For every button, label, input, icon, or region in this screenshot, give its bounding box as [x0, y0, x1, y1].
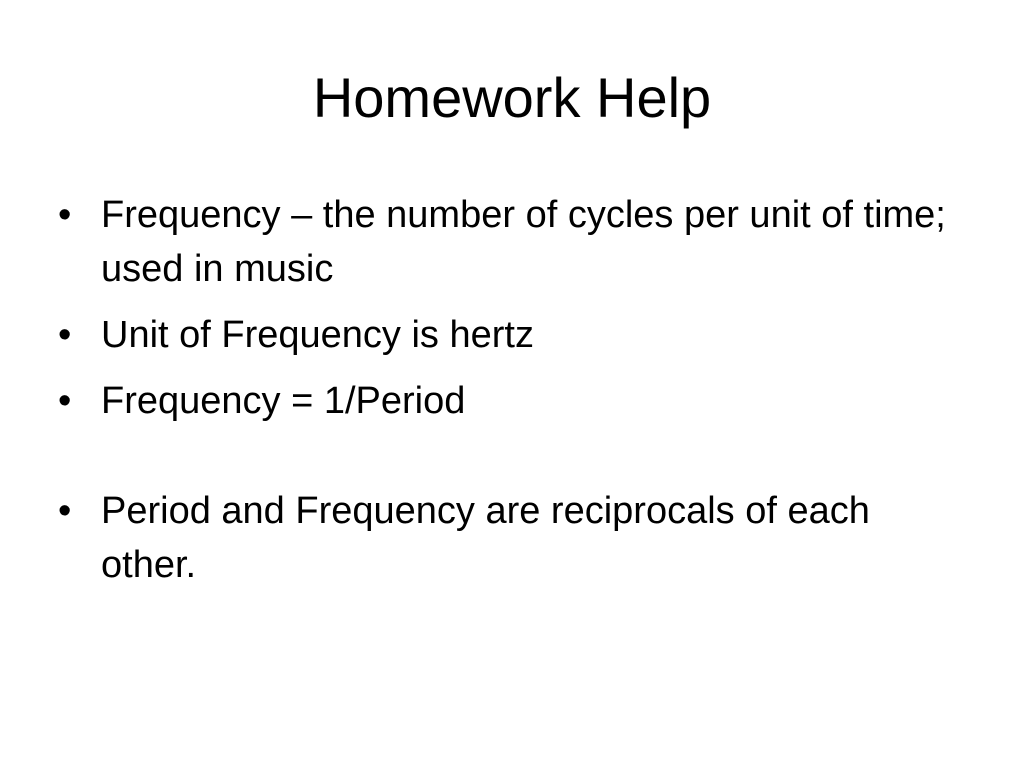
- bullet-item-unit-of-frequency: [58, 308, 958, 362]
- bullet-icon: •: [58, 490, 72, 532]
- bullet-icon: •: [58, 194, 72, 236]
- bullet-item-frequency-formula: [58, 374, 958, 428]
- slide-title: Homework Help: [312, 66, 712, 129]
- bullet-text: Frequency = 1/Period: [101, 380, 466, 422]
- bullet-item-reciprocals: [58, 484, 958, 592]
- bullet-text: Frequency – the number of cycles per unit of time; used in music: [101, 194, 946, 290]
- bullet-item-frequency-definition: [58, 188, 958, 296]
- bullet-text: Period and Frequency are reciprocals of each other.: [101, 490, 870, 586]
- bullet-list: [58, 188, 958, 604]
- bullet-text: Unit of Frequency is hertz: [101, 314, 534, 356]
- bullet-icon: •: [58, 380, 72, 422]
- bullet-icon: •: [58, 314, 72, 356]
